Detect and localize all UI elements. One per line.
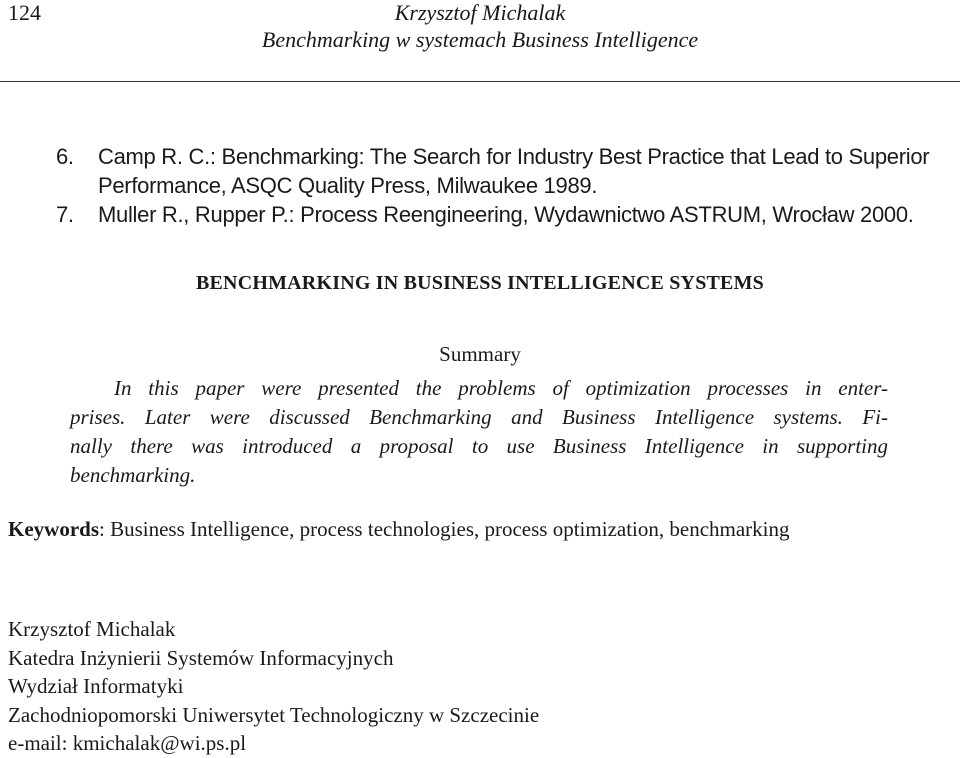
running-head-author: Krzysztof Michalak (394, 0, 566, 25)
abstract-line: In this paper were presented the problems of optimization processes in enter- (114, 376, 888, 400)
author-department: Katedra Inżynierii Systemów Informacyjnych (8, 645, 394, 670)
reference-list (56, 142, 936, 229)
author-faculty: Wydział Informatyki (8, 674, 184, 698)
abstract-line: nally there was introduced a proposal to use Business Intelligence in supporting (70, 434, 888, 458)
summary-heading: Summary (439, 342, 521, 366)
running-head-title: Benchmarking w systemach Business Intelligence (261, 27, 699, 52)
page-number: 124 (8, 0, 41, 25)
reference-item (56, 142, 936, 200)
reference-text: Muller R., Rupper P.: Process Reengineering, Wydawnictwo ASTRUM, Wrocław 2000. (98, 202, 914, 227)
reference-item (56, 200, 936, 229)
abstract-line: benchmarking. (70, 463, 196, 487)
abstract-line: prises. Later were discussed Benchmarking and Business Intelligence systems. Fi- (70, 405, 888, 429)
header-divider (0, 81, 960, 82)
reference-number: 6. (56, 144, 74, 169)
keywords-label: Keywords (8, 517, 99, 541)
author-university: Zachodniopomorski Uniwersytet Technologiczny w Szczecinie (8, 702, 540, 727)
reference-number: 7. (56, 202, 74, 227)
paper-title: BENCHMARKING IN BUSINESS INTELLIGENCE SYSTEMS (195, 272, 765, 294)
author-name: Krzysztof Michalak (8, 617, 176, 641)
abstract (70, 374, 888, 490)
reference-text: Camp R. C.: Benchmarking: The Search for Industry Best Practice that Lead to Superior Performance, ASQC Quality Press, Milwaukee 1989. (98, 144, 930, 198)
keywords (8, 515, 790, 543)
author-affiliation (8, 615, 539, 758)
author-email: e-mail: kmichalak@wi.ps.pl (8, 731, 247, 755)
keywords-text: : Business Intelligence, process technologies, process optimization, benchmarking (99, 517, 790, 541)
